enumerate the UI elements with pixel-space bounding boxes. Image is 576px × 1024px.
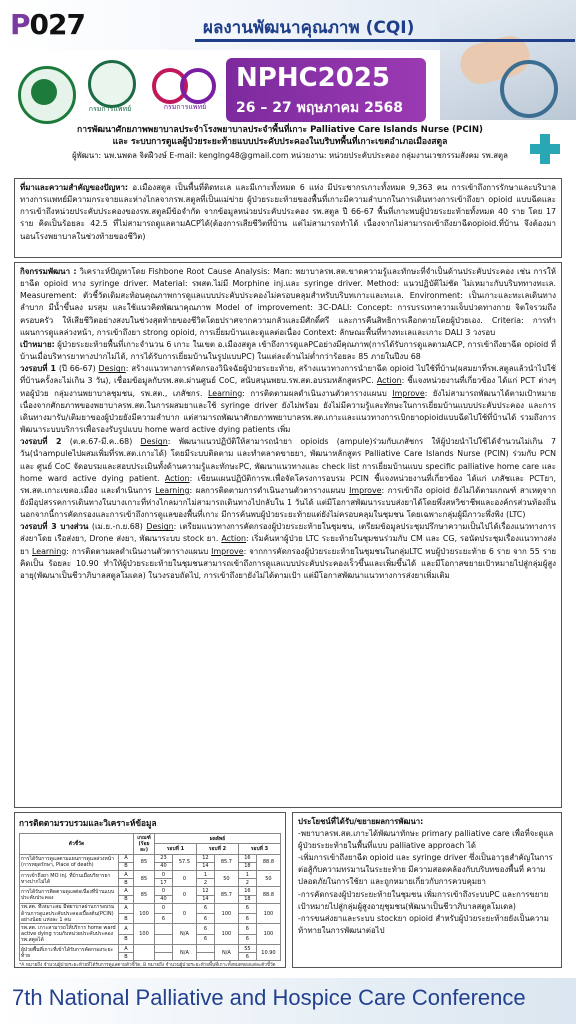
- table-cell: 17: [154, 879, 172, 887]
- table-cell: [154, 953, 172, 961]
- table-cell: การได้รับการติดตามดูแลต่อเนื่องที่บ้านแบบประคับประคอง: [20, 887, 119, 903]
- activities-label: กิจกรรมพัฒนา :: [20, 267, 77, 276]
- poster-code-prefix: P: [10, 8, 30, 41]
- goal-text: ผู้ป่วยระยะท้ายพื้นที่เกาะจำนวน 6 เกาะ ในเขต อ.เมืองสตูล เข้าถึงการดูแลPCอย่างมีคุณภาพ(การได้รับการดูแลตามACP, การเข้าถึงยาฉีด opioid ที่บ้านเมื่อบริหารยาทางปากไม่ได้, การได้รับการเยี่ยมบ้านในรูปแบบPC) ในแต่ละด้านไม่ต่ำกว่าร้อยละ 85 ภายในปีงบ 68: [20, 339, 556, 362]
- cycle1-improve-label: Improve: [392, 388, 425, 398]
- cycle2-label: วงรอบที่ 2: [20, 437, 62, 447]
- background-text: อ.เมืองสตูล เป็นพื้นที่ติดทะเล และมีเกาะทั้งหมด 6 แห่ง มีประชากรเกาะทั้งหมด 9,363 คน การเข้าถึงการรักษาและบริบาลทางการแพทย์มีความกระจายและห่างไกลจากรพ.สตูลที่เป็นแม่ข่าย ผู้ป่วยระยะท้ายของพื้นที่เกาะมีความลำบากในการเดินทางการเข้าถึงยา opioid แบบฉีดและการเข้าถึงหน่วยประคับประคองของรพ.สตูลมีข้อจำกัด จากข้อมูลหน่วยประคับประคอง รพ.สตูล ปี 66-67 พื้นที่เกาะพบผู้ป่วยระยะท้ายทั้งหมด 40 ราย โดย 17 ราย คิดเป็นร้อยละ 42.5 ที่ไม่สามารถดูแลตามACPได้(ต้องการเสียชีวิตที่บ้าน แต่ไม่สามารถทำได้ เนื่องจากไม่สามารถเข้าถึงยาฉีดopioid.ที่บ้าน จึงต้องมานอนโรงพยาบาลในช่วงท้ายของชีวิต): [20, 183, 556, 241]
- table-cell: 12: [196, 854, 214, 862]
- header-results: ผลลัพธ์: [154, 834, 280, 844]
- cycle1-action: : ชี้แจงหน่วยงานที่เกี่ยวข้อง ได้แก่ PCT ต่างๆ หอผู้ป่วย กลุ่มงานพยาบาลชุมชน, รพ.สต., เภสัชกร.: [20, 376, 557, 398]
- cycle3-period: (เม.ย.-ก.ย.68): [88, 522, 147, 532]
- table-cell: 57.5: [172, 854, 196, 870]
- poster-code-number: 027: [29, 8, 85, 41]
- table-cell: การได้รับการดูแลตามแผนการดูแลล่วงหน้า (การหยุดรักษา, Place of death): [20, 854, 119, 870]
- table-cell: 6: [238, 924, 256, 934]
- table-cell: 6: [238, 934, 256, 944]
- table-cell: A: [119, 945, 134, 953]
- table-cell: 40: [154, 862, 172, 870]
- goal-label: เป้าหมาย:: [20, 339, 55, 349]
- table-cell: [196, 953, 214, 961]
- monitoring-title: การติดตามรวบรวมและวิเคราะห์ข้อมูล: [19, 818, 157, 828]
- table-cell: [154, 945, 172, 953]
- monitoring-table-body: [20, 854, 281, 961]
- table-cell: 40: [154, 895, 172, 903]
- table-cell: 100: [214, 924, 238, 945]
- table-cell: 6: [196, 903, 214, 913]
- conference-date: 26 – 27 พฤษภาคม 2568: [236, 100, 404, 116]
- table-row: [20, 887, 281, 895]
- table-row: [20, 871, 281, 879]
- table-cell: 18: [238, 895, 256, 903]
- header-target: เกณฑ์ (ร้อยละ): [133, 834, 154, 855]
- table-cell: A: [119, 924, 134, 934]
- table-cell: 1: [196, 871, 214, 879]
- header-cycle2: รอบที่ 2: [196, 844, 238, 854]
- cycle3-label: วงรอบที่ 3 บางส่วน: [20, 522, 89, 532]
- table-cell: N/A: [172, 924, 196, 945]
- cycle2-action-label: Action: [164, 473, 190, 483]
- table-cell: 85: [133, 887, 154, 903]
- stethoscope-photo: [440, 0, 576, 120]
- header-cycle1: รอบที่ 1: [154, 844, 196, 854]
- cycle3-improve-label: Improve: [211, 546, 244, 556]
- cycle1-design: : สร้างแนวทางการคัดกรองวินิจฉัยผู้ป่วยระยะท้าย, สร้างแนวทางการนำยาฉีด opioid ไปใช้ที่บ้าน(ผสมยาที่รพ.สตูลแล้วนำไปใช้ที่บ้านครั้งละไม่เกิน 3 วัน), เชื่อมข้อมูลกับรพ.สต.ผ่านศูนย์ CoC, สนับสนุนพยบ.รพ.สต.อบรมหลักสูตรPC.: [20, 364, 556, 386]
- cycle3-design-label: Design: [146, 522, 174, 532]
- table-cell: 100: [133, 924, 154, 945]
- table-cell: B: [119, 953, 134, 961]
- cycle3-learning: : การติดตามผลดำเนินงานตัวตารางแผนบ: [66, 546, 212, 556]
- dms-80-years-logo: [150, 62, 220, 116]
- conference-title: NPHC2025: [236, 63, 391, 93]
- table-cell: 85: [133, 871, 154, 887]
- table-cell: 55: [238, 945, 256, 953]
- table-cell: รพ.สต. ที่เหมาะสม มีพยาบาลผ่านการอบรมด้านการดูแลประคับประคองเบื้องต้น(PCIN) อย่างน้อย แห่งละ 1 คน: [20, 903, 119, 924]
- table-cell: B: [119, 914, 134, 924]
- project-title-line2: และ ระบบการดูแลผู้ป่วยระยะท้ายแบบประคับประคองในบริบทพื้นที่เกาะเขตอำเภอเมืองสตูล: [112, 137, 448, 147]
- dms-80-logo-caption: กรมการแพทย์: [163, 103, 207, 111]
- table-cell: 100: [133, 903, 154, 924]
- cycle1-action-label: Action: [376, 376, 402, 386]
- table-cell: 6: [238, 914, 256, 924]
- title-underline: [195, 39, 575, 42]
- table-cell: 0: [154, 887, 172, 895]
- table-cell: 0: [154, 903, 172, 913]
- table-cell: 85.7: [214, 887, 238, 903]
- header-cycle3: รอบที่ 3: [238, 844, 280, 854]
- table-cell: A: [119, 887, 134, 895]
- background-label: ที่มาและความสำคัญของปัญหา:: [20, 183, 129, 192]
- moph-logo-emblem: [31, 79, 57, 105]
- table-cell: 23: [154, 854, 172, 862]
- stethoscope-icon: [500, 60, 558, 118]
- table-cell: A: [119, 871, 134, 879]
- table-cell: 50: [256, 871, 280, 887]
- table-cell: 18: [238, 862, 256, 870]
- table-row: [20, 945, 281, 953]
- logo-ring-right: [180, 68, 216, 104]
- table-cell: N/A: [172, 945, 196, 961]
- table-cell: 10.90: [256, 945, 280, 961]
- cycle1-learning: : การติดตามผลดำเนินงานตัวตารางแผนบ: [242, 388, 393, 398]
- table-cell: 2: [238, 879, 256, 887]
- table-cell: ผู้ป่วยพื้นที่เกาะที่เข้าได้รับการคัดกรองระยะท้าย: [20, 945, 119, 961]
- table-cell: 1: [238, 871, 256, 879]
- table-cell: 6: [238, 903, 256, 913]
- table-cell: 2: [196, 879, 214, 887]
- table-cell: 100: [214, 903, 238, 924]
- dms-logo-caption: กรมการแพทย์: [88, 105, 132, 113]
- activities-section: [14, 262, 562, 808]
- table-cell: 14: [196, 862, 214, 870]
- cycle2-period: (ต.ค.67-มี.ค..68): [61, 437, 141, 447]
- table-cell: B: [119, 879, 134, 887]
- cycle2-improve-label: Improve: [349, 485, 382, 495]
- benefit-item: -เพิ่มการเข้าถึงยาฉีด opioid และ syringe driver ซึ่งเป็นอาวุธสำคัญในการต่อสู้กับความทรมานในระยะท้าย มีความสอดคล้องกับบริบทของพื้นที่ ความปลอดภัยในการใช้ยา และถูกหมายเกี่ยวกับการควบคุมยา: [298, 853, 553, 887]
- benefit-item: -พยาบาลรพ.สต.เกาะได้พัฒนาทักษะ primary palliative care เพื่อที่จะดูแลผู้ป่วยระยะท้ายในพื้นที่แบบ palliative approach ได้: [298, 829, 554, 851]
- footer-conference-name: 7th National Palliative and Hospice Care Conference: [12, 985, 526, 1010]
- table-cell: 14: [196, 895, 214, 903]
- cycle1-learning-label: Learning: [207, 388, 243, 398]
- table-cell: 0: [172, 887, 196, 903]
- table-cell: A: [119, 854, 134, 862]
- cycle2-design: : พัฒนาแนวปฏิบัติให้สามารถนำยา opioids (ampule)ร่วมกับเภสัชกร ให้ผู้ป่วยนำไปใช้ได้จำนวนไม่เกิน 7 วัน(นำampuleไปผสมเพิ่มที่รพ.สต.เกาะได้) โดยมีระบบติดตาม และทำตลาดขายยา, พัฒนาหลักสูตร Palliative Care Islands Nurse (PCIN) ร่วมกับ PCN และ ศูนย์ CoC จัดอบรมและสอบประเมินทั้งด้านความรู้และทักษะPC, พัฒนาแนวทางและ check list การเยี่ยมบ้านแบบ specific palliative home care และ home ward active dying patient.: [20, 437, 556, 483]
- header-indicator: ตัวชี้วัด: [20, 834, 134, 855]
- moph-logo: [18, 66, 76, 124]
- table-cell: N/A: [214, 945, 238, 961]
- table-cell: [196, 945, 214, 953]
- table-cell: 100: [256, 903, 280, 924]
- benefits-title: ประโยชน์ที่ได้รับ/ขยายผลการพัฒนา:: [298, 817, 424, 826]
- table-row: [20, 903, 281, 913]
- table-cell: 16: [238, 887, 256, 895]
- benefit-item: -การคัดกรองผู้ป่วยระยะท้ายในชุมชน เพิ่มการเข้าถึงระบบPC และการขยายเป้าหมายไปสู่กลุ่มผู้สูงอายุชุมชน(พัฒนาเป็นชีวาภิบาลสตูลโมเดล): [298, 889, 549, 911]
- table-cell: 6: [196, 934, 214, 944]
- benefit-item: -การขนส่งยาและระบบ stockยา opioid สำหรับผู้ป่วยระยะท้ายยังเป็นความท้าทายในการพัฒนาต่อไป: [298, 913, 549, 935]
- project-title-line1: การพัฒนาศักยภาพพยาบาลประจำโรงพยาบาลประจำพื้นที่เกาะ Palliative Care Islands Nurse (PCIN): [77, 125, 483, 135]
- table-cell: B: [119, 862, 134, 870]
- table-cell: B: [119, 934, 134, 944]
- cycle3-design: : เตรียมแนวทางการคัดกรองผู้ป่วยระยะท้ายในชุมชน, เตรียมข้อมูลประชุมปรึกษาความเป็นไปได้เรื่องแนวทางการส่งยาโดย เรือส่งยา, Drone ส่งยา, พัฒนาระบบ stock ยา.: [20, 522, 556, 544]
- cycle2-action: : เขียนแผนปฏิบัติการพ.เพื่อจัดโครงการอบรม PCIN ชี้แจงหน่วยงานที่เกี่ยวข้อง ได้แก่ เภสัชและ PCTยา, รพ.สต.เกาะเขตอ.เมือง และดำเนินการ: [20, 473, 557, 495]
- cycle1-improve: : ยังไม่สามารถพัฒนาได้ตามเป้าหมาย เนื่องจากศักยภาพของพยาบาลรพ.สต.ในการผสมยาและใช้ syringe driver ยังไม่พร้อม ยังไม่มีความรู้และทักษะในการเยี่ยมบ้านแบบประคับประคอง และการเดินทางมารับ/เติมยาของผู้ป่วยยังมีความลำบาก แต่สามารถพัฒนาศักยภาพพยาบาลรพ.สต.เกาะและแนวทางการเบิกยาopioidแบบฉีดไปใช้ที่บ้านได้ รวมถึงการพัฒนาระบบบริการเพื่อรองรับรูปแบบ home ward active dying patients เพิ่ม: [20, 388, 556, 435]
- dms-logo: [82, 60, 138, 113]
- table-cell: [154, 924, 172, 934]
- table-cell: 85: [133, 854, 154, 870]
- table-row: [20, 924, 281, 934]
- activities-intro: วิเคราะห์ปัญหาโดย Fishbone Root Cause Analysis: Man: พยาบาลรพ.สต.ขาดความรู้และทักษะที่จำเป็นด้านประคับประคอง เช่น การให้ยาฉีด opioid ทาง syringe driver. Material: รพสต.ไม่มี Morphine inj.และ syringe driver. Method: แนวปฏิบัติไม่ชัด ไม่เหมาะกับบริบททางทะเล. Measurement: ตัวชี้วัดเดิมสะท้อนคุณภาพการดูแลแบบประคับประคองไม่ครอบคลุมสำหรับบริบทเกาะและทะเล. Environment: เป็นเกาะและทะเลเดินทางลำบาก มีน้ำขึ้นลง มรสุม และใช้แนวคิดพัฒนาคุณภาพ Model of improvement: 3C-DALI: Concept: การบรรเทาความเจ็บปวดทางกาย จิตใจรวมถึงครอบครัว ให้เสียชีวิตอย่างสงบในช่วงสุดท้ายของชีวิตโดยปราศจากความกลัวและมีศักดิ์ศรี และการคืนสิทธิการเลือกตายโดยผู้ป่วยเอง. Criteria: การทำแผนการดูแลล่วงหน้า, การเข้าถึงยา strong opioid, การเยี่ยมบ้านและดูแลต่อเนื่อง Context: ลักษณะพื้นที่ทางทะเลและเกาะ DALI 3 วงรอบ: [20, 267, 556, 337]
- cycle3-learning-label: Learning: [31, 546, 67, 556]
- table-cell: 0: [172, 871, 196, 887]
- poster-category-title: ผลงานพัฒนาคุณภาพ (CQI): [203, 18, 415, 38]
- table-cell: 16: [238, 854, 256, 862]
- table-cell: 0: [172, 903, 196, 924]
- dms-logo-emblem: [88, 60, 136, 108]
- table-row: [20, 854, 281, 862]
- project-title: [40, 124, 520, 148]
- cycle2-design-label: Design: [140, 437, 168, 447]
- author-info: ผู้พัฒนา: นพ.นพดล จิตฝีวงษ์ E-mail: kenglng48@gmail.com หน่วยงาน: หน่วยประคับประคอง กลุ่มงานเวชกรรมสังคม รพ.สตูล: [72, 151, 508, 160]
- cycle1-period: (ปี 66-67): [56, 364, 99, 374]
- table-cell: รพ.สต. เกาะสามารถให้บริการ home ward active dying รวมกับหน่วยประคับประคอง รพ.สตูลได้: [20, 924, 119, 945]
- table-cell: 100: [256, 924, 280, 945]
- background-section: [14, 178, 562, 258]
- cycle2-learning-label: Learning: [155, 485, 190, 495]
- cycle3-action-label: Action: [221, 534, 247, 544]
- table-cell: 12: [196, 887, 214, 895]
- table-cell: [133, 945, 154, 961]
- benefits-section: [292, 812, 562, 968]
- cycle3-improve: : จากการคัดกรองผู้ป่วยระยะท้ายในชุมชนในกลุ่มLTC พบผู้ป่วยระยะท้าย 6 ราย จาก 55 ราย คิดเป็น ร้อยละ 10.90 ทำให้ผู้ป่วยระยะท้ายในชุมชนสามารถเข้าถึงการดูแลแบบประคับประคองเร็วขึ้นและเพิ่มขึ้นได้ และมีโอกาสขยายเป้าหมายไปสู่กลุ่มผู้สูงอายุ(พัฒนาเป็นชีวาภิบาลสตูลโมเดล) ในวงรอบถัดไป, การเข้าถึงยายังไม่ได้ตามเป้า แต่มีโอกาสพัฒนาแนวทางการส่งยาเพิ่มเติม: [20, 546, 557, 580]
- table-cell: 0: [154, 871, 172, 879]
- cycle2-improve: : การเข้าถึง opioid ยังไม่ได้ตามเกณฑ์ สาเหตุจากยังมีอุปสรรคการเดินทางในบางเกาะที่ห่างไกลมากไม่สามารถเดินทางไปกลับใน 1 วันได้ แต่มีโอกาสพัฒนาระบบส่งยาได้โดยพึ่งสหวิชาชีพและองค์กรส่วนท้องถิ่น นอกจากนี้การคัดกรองและการเข้าถึงการดูแลของพื้นที่เกาะ มีการค้นพบผู้ป่วยระยะท้ายแต่ยังไม่ครอบคลุมในชุมชน โดยเฉพาะกลุ่มผู้มีภาวะพึ่งพิง (LTC): [20, 485, 556, 520]
- monitoring-section: [14, 812, 286, 968]
- cycle3-action: : เริ่มค้นหาผู้ป่วย LTC ระยะท้ายในชุมชนร่วมกับ CM และ CG, รอนัดประชุมเรื่องแนวทางส่งยา: [20, 534, 557, 556]
- table-cell: 88.8: [256, 887, 280, 903]
- poster-code: [10, 8, 85, 41]
- table-cell: 6: [196, 914, 214, 924]
- table-cell: B: [119, 895, 134, 903]
- table-cell: 6: [196, 924, 214, 934]
- table-cell: 88.8: [256, 854, 280, 870]
- cycle1-label: วงรอบที่ 1: [20, 364, 57, 374]
- table-cell: 6: [154, 914, 172, 924]
- cycle2-learning: : ผลการติดตามการดำเนินงานตัวตารางแผนบ: [189, 485, 350, 495]
- monitoring-note: *A หมายถึง จำนวนผู้ป่วยระยะท้ายที่ได้รับการดูแลตามตัวชี้วัด, B หมายถึง จำนวนผู้ป่วยระยะท้ายพื้นที่เกาะทั้งหมดของแต่ละตัวชี้วัด: [19, 963, 276, 969]
- table-cell: A: [119, 903, 134, 913]
- table-cell: [154, 934, 172, 944]
- cycle1-design-label: Design: [98, 364, 126, 374]
- table-cell: 85.7: [214, 854, 238, 870]
- monitoring-table: [19, 833, 281, 961]
- table-cell: 6: [238, 953, 256, 961]
- table-cell: 50: [214, 871, 238, 887]
- table-cell: การเข้าถึงยา MO inj. ที่บ้านเมื่อบริหารยาทางปากไม่ได้: [20, 871, 119, 887]
